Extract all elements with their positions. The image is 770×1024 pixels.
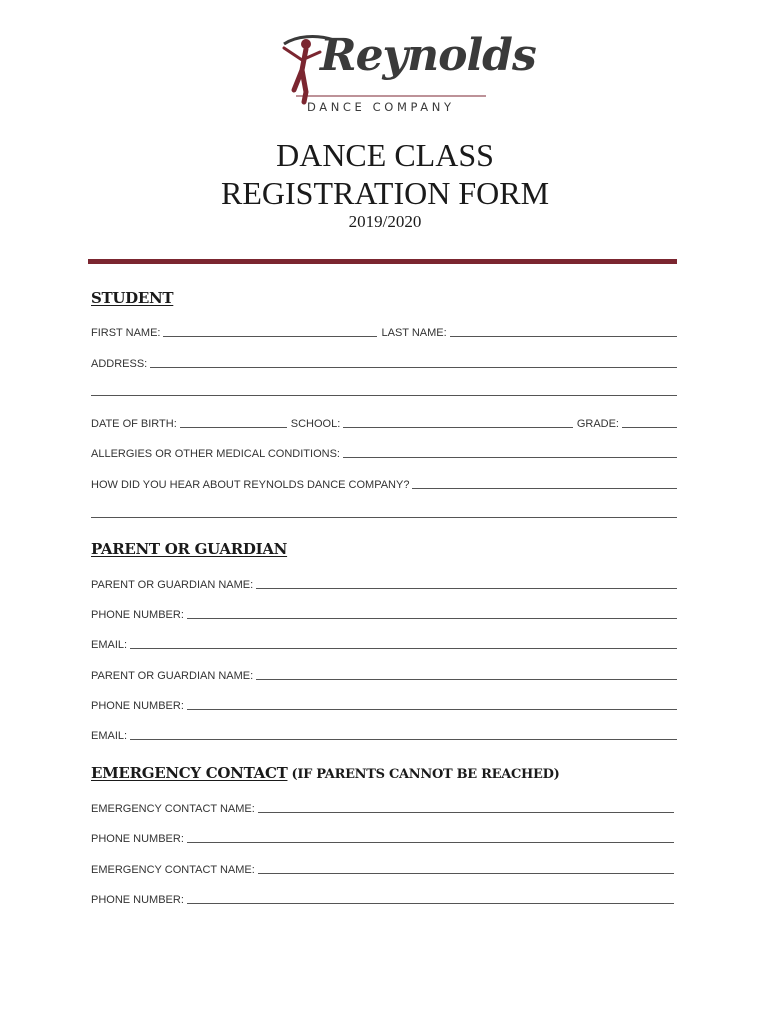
parent1-phone-field[interactable]: [187, 617, 677, 619]
hear-about-field-line2[interactable]: [91, 517, 677, 518]
form-title-line2: REGISTRATION FORM: [220, 175, 550, 211]
parent2-email-field[interactable]: [130, 738, 677, 740]
address-field-line2[interactable]: [91, 395, 677, 396]
parent2-phone-row: [91, 696, 677, 712]
emergency2-phone-label: PHONE NUMBER:: [91, 894, 184, 906]
emergency1-phone-field[interactable]: [187, 841, 674, 843]
hear-about-label: HOW DID YOU HEAR ABOUT REYNOLDS DANCE COMPANY?: [91, 479, 410, 491]
parent1-email-row: [91, 635, 677, 651]
address-field[interactable]: [150, 366, 677, 368]
parent2-email-row: [91, 726, 677, 742]
dob-school-grade-row: [91, 414, 677, 430]
parent2-name-row: [91, 666, 677, 682]
emergency-heading-text: EMERGENCY CONTACT: [91, 764, 288, 782]
address-label: ADDRESS:: [91, 358, 148, 370]
parent1-phone-label: PHONE NUMBER:: [91, 609, 184, 621]
dob-field[interactable]: [180, 426, 287, 428]
parent2-name-field[interactable]: [256, 678, 677, 680]
grade-label: GRADE:: [576, 418, 619, 430]
allergies-row: [91, 444, 677, 460]
emergency1-name-field[interactable]: [258, 811, 674, 813]
parent2-name-label: PARENT OR GUARDIAN NAME:: [91, 670, 254, 682]
emergency1-phone-row: [91, 829, 674, 845]
allergies-field[interactable]: [343, 456, 677, 458]
allergies-label: ALLERGIES OR OTHER MEDICAL CONDITIONS:: [91, 448, 340, 460]
emergency1-name-label: EMERGENCY CONTACT NAME:: [91, 803, 255, 815]
last-name-field[interactable]: [450, 335, 677, 337]
section-emergency-heading: [91, 764, 559, 782]
parent1-name-row: [91, 575, 677, 591]
last-name-label: LAST NAME:: [381, 327, 447, 339]
first-name-label: FIRST NAME:: [91, 327, 161, 339]
brand-name: Reynolds: [320, 30, 536, 81]
parent1-email-field[interactable]: [130, 647, 677, 649]
emergency2-name-field[interactable]: [258, 872, 674, 874]
hear-about-field[interactable]: [412, 487, 677, 489]
parent2-phone-label: PHONE NUMBER:: [91, 700, 184, 712]
parent2-phone-field[interactable]: [187, 708, 677, 710]
school-field[interactable]: [343, 426, 573, 428]
emergency1-name-row: [91, 799, 674, 815]
address-row: [91, 354, 677, 370]
form-title-line1: DANCE CLASS: [276, 137, 494, 173]
company-logo: [276, 30, 536, 120]
parent1-name-label: PARENT OR GUARDIAN NAME:: [91, 579, 254, 591]
first-last-name-row: [91, 323, 677, 339]
school-label: SCHOOL:: [290, 418, 341, 430]
dob-label: DATE OF BIRTH:: [91, 418, 177, 430]
grade-field[interactable]: [622, 426, 677, 428]
emergency2-phone-row: [91, 890, 674, 906]
form-year: 2019/2020: [348, 212, 422, 231]
parent1-email-label: EMAIL:: [91, 639, 128, 651]
section-parent-heading: PARENT OR GUARDIAN: [91, 540, 288, 558]
emergency2-name-row: [91, 860, 674, 876]
parent1-phone-row: [91, 605, 677, 621]
emergency2-phone-field[interactable]: [187, 902, 674, 904]
section-student-heading: STUDENT: [91, 289, 174, 307]
emergency1-phone-label: PHONE NUMBER:: [91, 833, 184, 845]
hear-about-row: [91, 475, 677, 491]
header-divider: [88, 259, 677, 264]
brand-tagline: DANCE COMPANY: [307, 100, 455, 114]
parent2-email-label: EMAIL:: [91, 730, 128, 742]
emergency-heading-note: (IF PARENTS CANNOT BE REACHED): [291, 767, 560, 782]
parent1-name-field[interactable]: [256, 587, 677, 589]
emergency2-name-label: EMERGENCY CONTACT NAME:: [91, 864, 255, 876]
first-name-field[interactable]: [163, 335, 377, 337]
